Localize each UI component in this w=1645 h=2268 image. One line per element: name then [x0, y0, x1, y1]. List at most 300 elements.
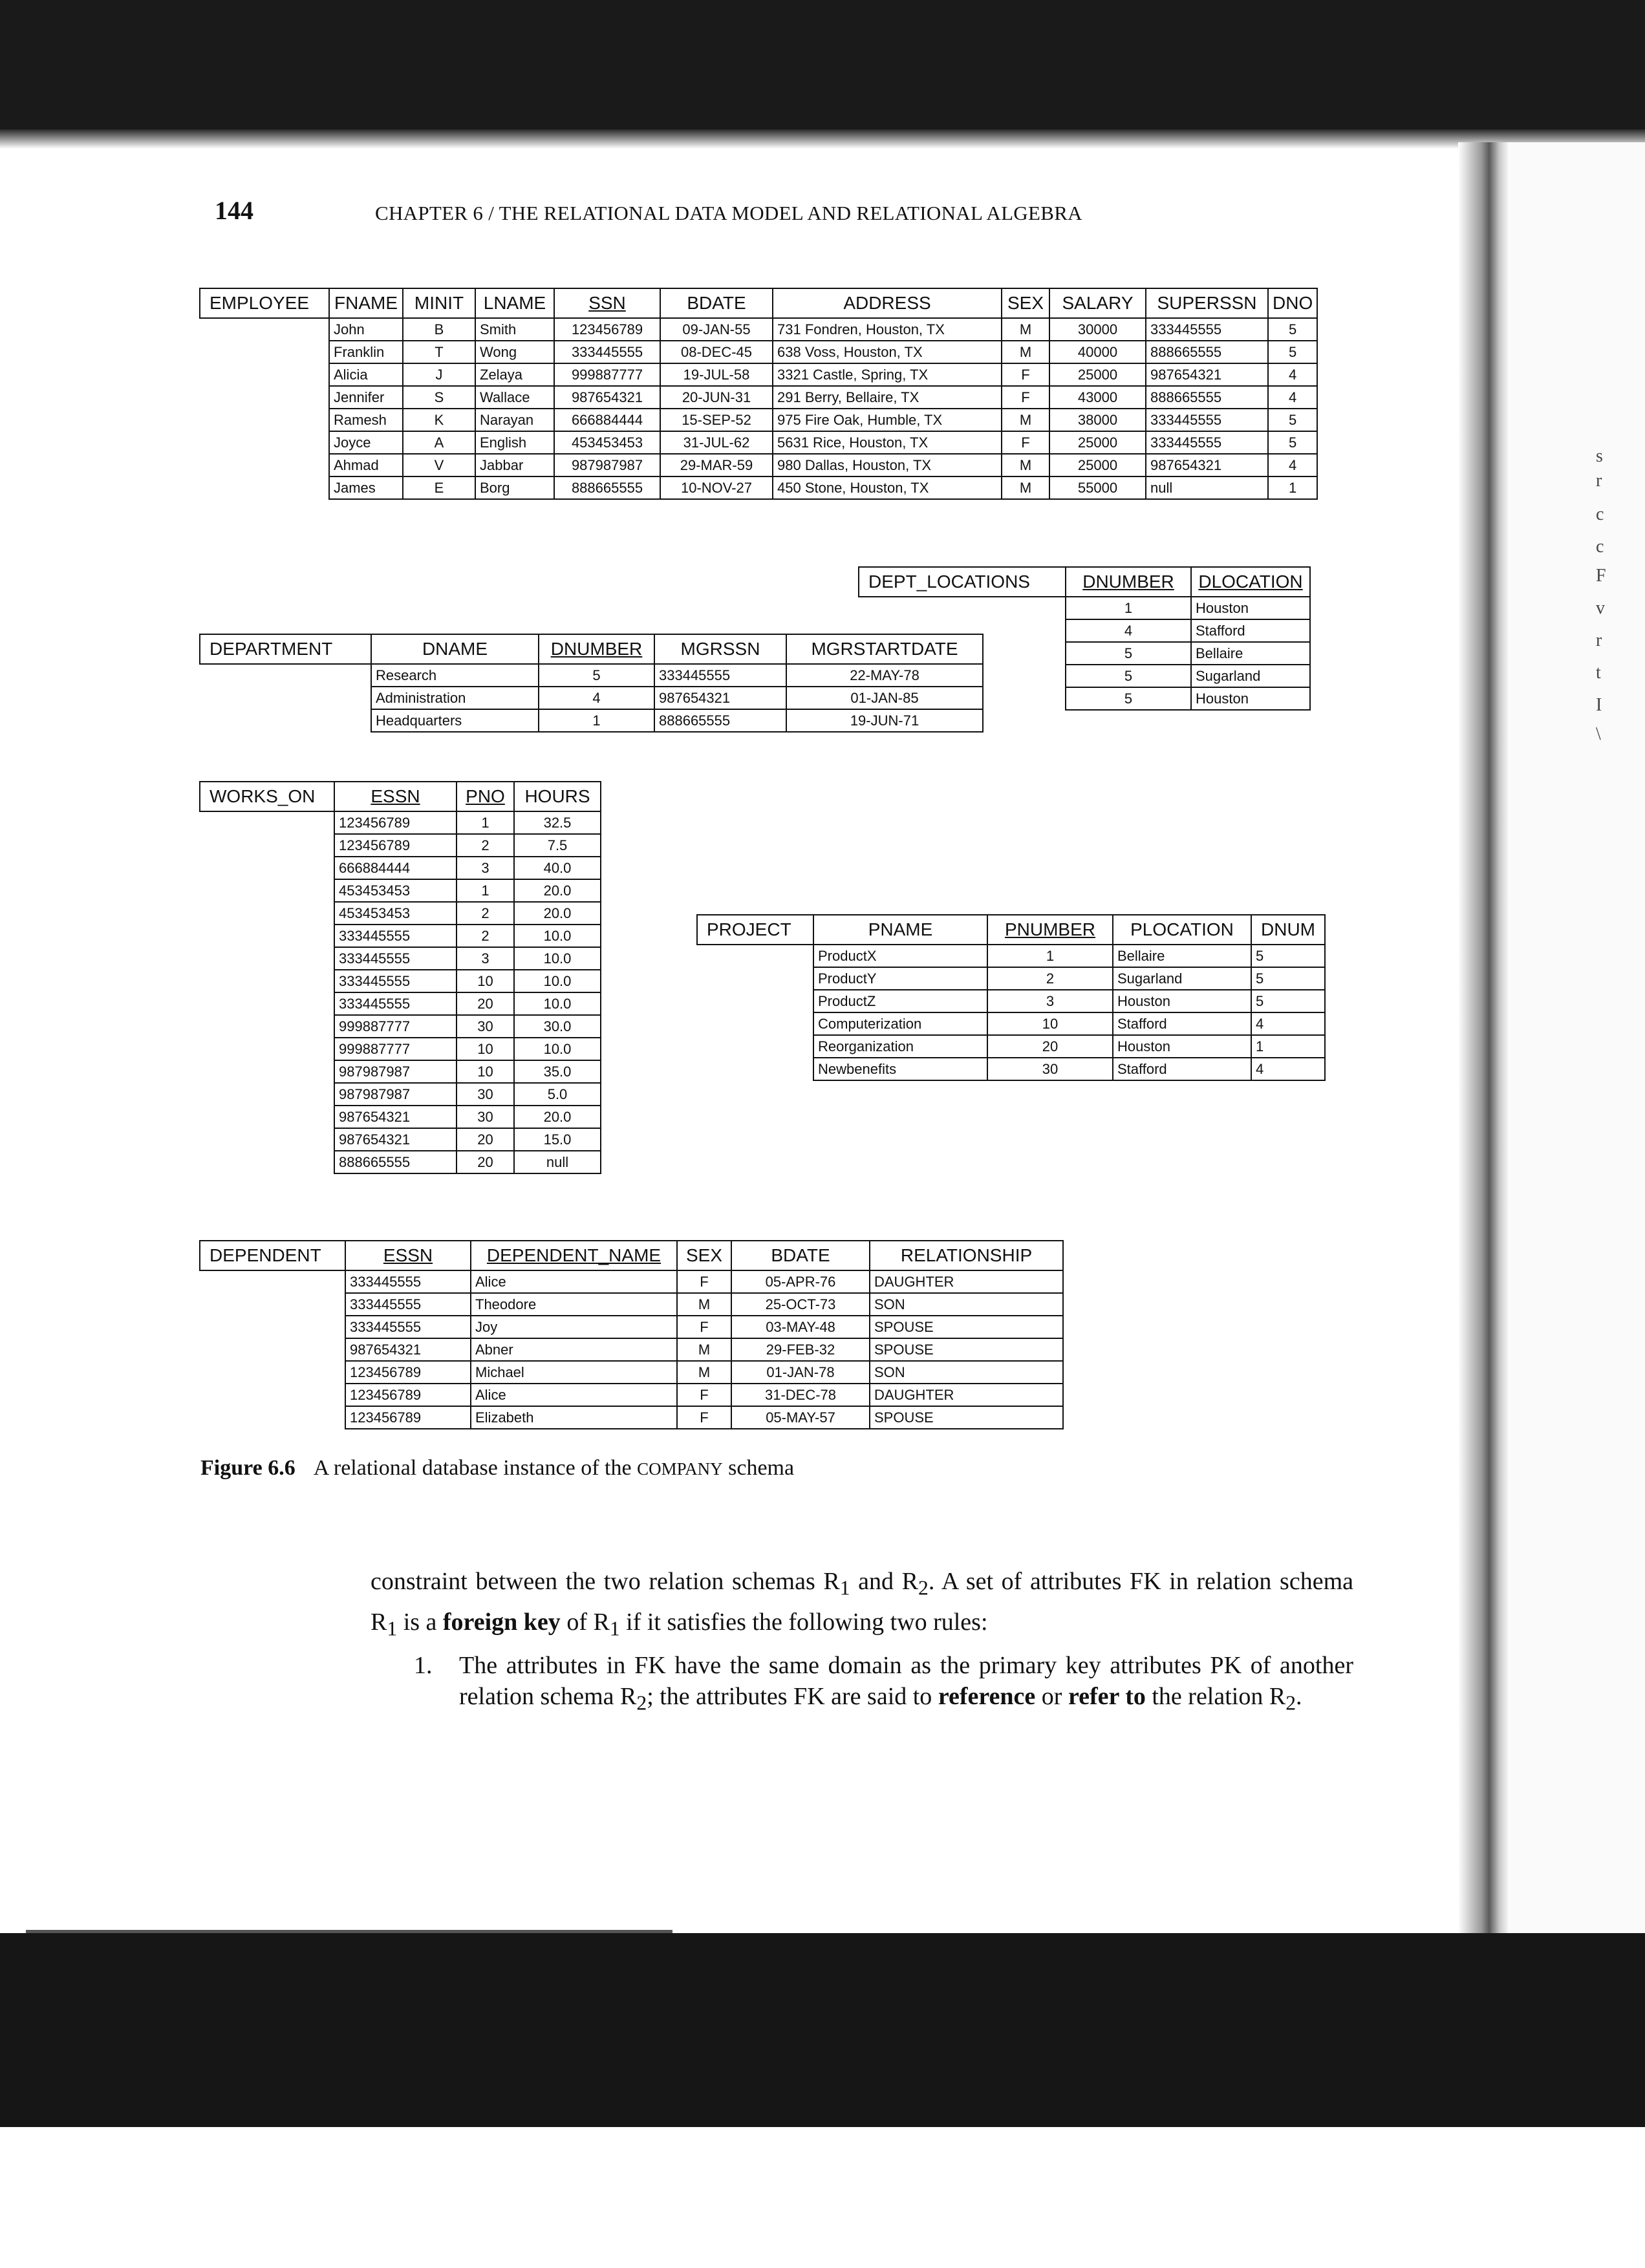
table-cell: 333445555 — [345, 1270, 471, 1293]
table-row — [200, 341, 1317, 363]
table-row — [200, 1316, 1063, 1338]
primary-key-label: ESSN — [371, 786, 420, 806]
relation-name-spacer — [200, 992, 334, 1015]
table-cell: 333445555 — [1146, 431, 1268, 454]
table-cell: SON — [870, 1361, 1063, 1384]
table-cell: 20 — [457, 1151, 514, 1173]
table-cell: 25-OCT-73 — [731, 1293, 870, 1316]
relation-name-spacer — [200, 386, 329, 409]
primary-key-label: PNUMBER — [1004, 919, 1095, 939]
table-cell: 450 Stone, Houston, TX — [773, 476, 1002, 499]
table-cell: 1 — [539, 709, 654, 732]
table-cell: Houston — [1191, 687, 1310, 710]
table-cell: 999887777 — [554, 363, 660, 386]
relation-name-spacer — [697, 945, 813, 967]
works-on-rows — [200, 811, 601, 1173]
relation-name-spacer — [200, 476, 329, 499]
employee-relation — [199, 288, 1318, 500]
table-cell: Bellaire — [1113, 945, 1251, 967]
text-run: . — [1296, 1683, 1302, 1710]
relation-name-spacer — [200, 1038, 334, 1060]
table-cell: 5 — [1066, 687, 1191, 710]
table-cell: M — [1002, 409, 1049, 431]
table-cell: 10.0 — [514, 992, 601, 1015]
relation-name-spacer — [200, 1316, 345, 1338]
department-rows — [200, 664, 983, 732]
table-row — [200, 925, 601, 947]
relation-name-spacer — [200, 1015, 334, 1038]
relation-name-spacer — [200, 1384, 345, 1406]
facing-page-letter: r — [1596, 630, 1602, 650]
scan-bottom-margin — [0, 2127, 1645, 2268]
table-cell: F — [1002, 431, 1049, 454]
table-cell: M — [1002, 476, 1049, 499]
text-run: . A set of attributes FK in relation schema R — [371, 1568, 1353, 1636]
table-cell: 987654321 — [345, 1338, 471, 1361]
table-cell: M — [1002, 454, 1049, 476]
table-row — [200, 970, 601, 992]
table-row — [200, 1106, 601, 1128]
table-cell: 333445555 — [345, 1293, 471, 1316]
table-cell: 4 — [1066, 619, 1191, 642]
table-cell: 333445555 — [334, 970, 457, 992]
column-header — [457, 782, 514, 811]
employee-rows — [200, 318, 1317, 499]
relation-name-spacer — [200, 947, 334, 970]
table-cell: 25000 — [1049, 363, 1146, 386]
table-row — [200, 857, 601, 879]
table-row — [200, 1060, 601, 1083]
table-row — [200, 664, 983, 687]
employee-table — [199, 288, 1318, 500]
table-cell: 30000 — [1049, 318, 1146, 341]
table-cell: M — [677, 1293, 731, 1316]
text-run: or — [1035, 1683, 1068, 1710]
department-relation — [199, 634, 984, 733]
table-cell: Wong — [475, 341, 554, 363]
table-cell: 291 Berry, Bellaire, TX — [773, 386, 1002, 409]
table-cell: 3 — [457, 947, 514, 970]
table-cell: Reorganization — [813, 1035, 987, 1058]
table-cell: 7.5 — [514, 834, 601, 857]
column-header: BDATE — [660, 288, 773, 318]
table-row — [200, 1038, 601, 1060]
table-cell: 1 — [987, 945, 1113, 967]
subscript: 1 — [387, 1617, 398, 1640]
table-cell: 888665555 — [1146, 341, 1268, 363]
table-cell: null — [514, 1151, 601, 1173]
column-header — [987, 915, 1113, 945]
body-paragraph — [371, 1565, 1353, 1645]
relation-name-spacer — [200, 857, 334, 879]
table-cell: Wallace — [475, 386, 554, 409]
figure-caption — [200, 1456, 794, 1481]
table-cell: 10 — [457, 1060, 514, 1083]
relation-name-spacer — [697, 1058, 813, 1080]
table-cell: 987987987 — [554, 454, 660, 476]
relation-name-spacer — [200, 687, 371, 709]
subscript: 1 — [839, 1576, 850, 1599]
table-row — [200, 1406, 1063, 1429]
table-row — [200, 1361, 1063, 1384]
text-run: is a — [397, 1608, 443, 1636]
table-cell: 453453453 — [334, 902, 457, 925]
table-row — [697, 990, 1325, 1012]
table-cell: 888665555 — [334, 1151, 457, 1173]
table-cell: 32.5 — [514, 811, 601, 834]
table-cell: 2 — [457, 925, 514, 947]
table-row — [200, 834, 601, 857]
column-header: SEX — [677, 1241, 731, 1270]
column-header: DNO — [1268, 288, 1317, 318]
column-header: SALARY — [1049, 288, 1146, 318]
table-row — [697, 1035, 1325, 1058]
table-row — [200, 318, 1317, 341]
relation-name-spacer — [200, 1106, 334, 1128]
table-cell: J — [403, 363, 475, 386]
subscript: 1 — [609, 1617, 620, 1640]
facing-page-letter: \ — [1596, 724, 1601, 744]
table-cell: 10-NOV-27 — [660, 476, 773, 499]
facing-page-letter: c — [1596, 504, 1604, 524]
table-cell: S — [403, 386, 475, 409]
table-cell: 123456789 — [345, 1361, 471, 1384]
table-cell: Theodore — [471, 1293, 677, 1316]
table-row — [200, 1384, 1063, 1406]
table-cell: 4 — [539, 687, 654, 709]
table-cell: 19-JUL-58 — [660, 363, 773, 386]
table-cell: 10 — [457, 970, 514, 992]
table-row — [200, 1151, 601, 1173]
table-cell: T — [403, 341, 475, 363]
table-cell: 20-JUN-31 — [660, 386, 773, 409]
table-cell: 2 — [457, 902, 514, 925]
table-cell: 987654321 — [334, 1106, 457, 1128]
facing-page-edge — [1510, 142, 1645, 1933]
dependent-rows — [200, 1270, 1063, 1429]
table-cell: Joyce — [329, 431, 403, 454]
relation-name-spacer — [200, 1361, 345, 1384]
table-row — [200, 879, 601, 902]
table-cell: 3 — [457, 857, 514, 879]
column-header: MGRSTARTDATE — [786, 634, 983, 664]
table-cell: F — [677, 1384, 731, 1406]
bold-term: foreign key — [442, 1608, 561, 1636]
table-cell: F — [1002, 386, 1049, 409]
table-cell: Sugarland — [1113, 967, 1251, 990]
primary-key-label: DEPENDENT_NAME — [486, 1245, 661, 1265]
page-number: 144 — [215, 196, 253, 225]
table-cell: Ramesh — [329, 409, 403, 431]
text-run: of R — [560, 1608, 610, 1636]
table-cell: DAUGHTER — [870, 1384, 1063, 1406]
relation-name-spacer — [200, 454, 329, 476]
table-cell: 4 — [1268, 454, 1317, 476]
table-cell: Franklin — [329, 341, 403, 363]
table-cell: Zelaya — [475, 363, 554, 386]
table-cell: 123456789 — [345, 1406, 471, 1429]
column-header: DNUM — [1251, 915, 1325, 945]
table-cell: 05-MAY-57 — [731, 1406, 870, 1429]
table-cell: 888665555 — [654, 709, 786, 732]
table-cell: 10.0 — [514, 970, 601, 992]
table-cell: Alice — [471, 1270, 677, 1293]
column-header: SUPERSSN — [1146, 288, 1268, 318]
table-cell: B — [403, 318, 475, 341]
relation-name: PROJECT — [697, 915, 813, 945]
table-cell: 4 — [1268, 363, 1317, 386]
table-row — [200, 709, 983, 732]
table-row — [200, 687, 983, 709]
table-cell: 01-JAN-78 — [731, 1361, 870, 1384]
table-header-row — [200, 288, 1317, 318]
table-cell: 10 — [457, 1038, 514, 1060]
relation-name: WORKS_ON — [200, 782, 334, 811]
department-table — [199, 634, 984, 733]
table-cell: M — [1002, 318, 1049, 341]
relation-name-spacer — [200, 1060, 334, 1083]
text-run: constraint between the two relation schemas R — [371, 1568, 840, 1595]
table-cell: 09-JAN-55 — [660, 318, 773, 341]
table-row — [200, 454, 1317, 476]
facing-page-letter: F — [1596, 566, 1606, 586]
relation-name-spacer — [200, 1083, 334, 1106]
relation-name-spacer — [200, 1270, 345, 1293]
table-cell: 15.0 — [514, 1128, 601, 1151]
table-cell: Ahmad — [329, 454, 403, 476]
bold-term: refer to — [1068, 1683, 1146, 1710]
table-cell: 20 — [457, 1128, 514, 1151]
table-cell: 638 Voss, Houston, TX — [773, 341, 1002, 363]
column-header: FNAME — [329, 288, 403, 318]
scan-dark-bottom-border — [0, 1933, 1645, 2127]
table-row — [200, 902, 601, 925]
table-cell: E — [403, 476, 475, 499]
relation-name: EMPLOYEE — [200, 288, 329, 318]
table-cell: 30 — [987, 1058, 1113, 1080]
table-cell: 20 — [457, 992, 514, 1015]
table-cell: 5 — [539, 664, 654, 687]
table-cell: 1 — [457, 879, 514, 902]
column-header: DNAME — [371, 634, 539, 664]
table-cell: 123456789 — [334, 811, 457, 834]
column-header: HOURS — [514, 782, 601, 811]
relation-name-spacer — [200, 902, 334, 925]
table-row — [200, 1293, 1063, 1316]
table-cell: 5 — [1268, 431, 1317, 454]
column-header: RELATIONSHIP — [870, 1241, 1063, 1270]
rule-list-item — [414, 1650, 1353, 1719]
primary-key-label: SSN — [588, 293, 626, 313]
table-cell: Jennifer — [329, 386, 403, 409]
relation-name: DEPT_LOCATIONS — [859, 567, 1066, 597]
subscript: 2 — [918, 1576, 929, 1599]
table-cell: Stafford — [1113, 1012, 1251, 1035]
table-row — [697, 1012, 1325, 1035]
table-cell: 1 — [1251, 1035, 1325, 1058]
table-cell: 333445555 — [1146, 318, 1268, 341]
table-cell: 4 — [1251, 1058, 1325, 1080]
table-cell: A — [403, 431, 475, 454]
table-cell: ProductY — [813, 967, 987, 990]
table-cell: Alicia — [329, 363, 403, 386]
table-cell: Houston — [1113, 1035, 1251, 1058]
table-header-row — [859, 567, 1310, 597]
primary-key-label: DNUMBER — [1082, 572, 1174, 592]
relation-name-spacer — [200, 1338, 345, 1361]
table-cell: Houston — [1191, 597, 1310, 619]
column-header: LNAME — [475, 288, 554, 318]
column-header: MINIT — [403, 288, 475, 318]
relation-name-spacer — [200, 1151, 334, 1173]
column-header: PNAME — [813, 915, 987, 945]
relation-name-spacer — [859, 597, 1066, 619]
table-cell: Abner — [471, 1338, 677, 1361]
relation-name-spacer — [200, 318, 329, 341]
column-header: ADDRESS — [773, 288, 1002, 318]
table-cell: 38000 — [1049, 409, 1146, 431]
facing-page-letter: s — [1596, 446, 1603, 466]
relation-name-spacer — [200, 409, 329, 431]
table-cell: 20.0 — [514, 902, 601, 925]
table-cell: 987654321 — [654, 687, 786, 709]
list-item-text — [459, 1650, 1353, 1719]
table-cell: 3 — [987, 990, 1113, 1012]
table-cell: M — [677, 1361, 731, 1384]
scan-dark-top-border — [0, 0, 1645, 142]
table-cell: 999887777 — [334, 1015, 457, 1038]
project-table — [696, 914, 1326, 1081]
table-cell: Borg — [475, 476, 554, 499]
table-cell: ProductZ — [813, 990, 987, 1012]
table-cell: Sugarland — [1191, 665, 1310, 687]
table-cell: 5.0 — [514, 1083, 601, 1106]
relation-name-spacer — [200, 1406, 345, 1429]
table-row — [200, 947, 601, 970]
table-cell: 333445555 — [334, 947, 457, 970]
table-row — [200, 431, 1317, 454]
table-cell: 22-MAY-78 — [786, 664, 983, 687]
table-cell: 987654321 — [554, 386, 660, 409]
table-cell: 08-DEC-45 — [660, 341, 773, 363]
running-head: CHAPTER 6 / THE RELATIONAL DATA MODEL AND RELATIONAL ALGEBRA — [375, 202, 1082, 224]
facing-page-letter: t — [1596, 663, 1601, 683]
table-cell: 10.0 — [514, 925, 601, 947]
table-cell: 333445555 — [345, 1316, 471, 1338]
table-cell: F — [677, 1316, 731, 1338]
table-cell: 123456789 — [345, 1384, 471, 1406]
dependent-table — [199, 1240, 1064, 1429]
book-spine-shadow — [1458, 142, 1510, 1933]
table-cell: 30.0 — [514, 1015, 601, 1038]
table-cell: Joy — [471, 1316, 677, 1338]
table-cell: SPOUSE — [870, 1338, 1063, 1361]
relation-name-spacer — [200, 709, 371, 732]
table-cell: 5 — [1268, 409, 1317, 431]
table-cell: 888665555 — [1146, 386, 1268, 409]
table-cell: James — [329, 476, 403, 499]
caption-text: A relational database instance of the — [313, 1456, 638, 1480]
primary-key-label: ESSN — [383, 1245, 433, 1265]
list-number: 1. — [414, 1652, 433, 1679]
table-cell: 1 — [1066, 597, 1191, 619]
table-cell: 5 — [1251, 990, 1325, 1012]
table-cell: 01-JAN-85 — [786, 687, 983, 709]
table-cell: Houston — [1113, 990, 1251, 1012]
relation-name-spacer — [200, 834, 334, 857]
table-cell: 25000 — [1049, 454, 1146, 476]
text-run: ; the attributes FK are said to — [647, 1683, 938, 1710]
table-cell: 29-MAR-59 — [660, 454, 773, 476]
column-header — [554, 288, 660, 318]
table-cell: 20.0 — [514, 879, 601, 902]
table-cell: null — [1146, 476, 1268, 499]
relation-name-spacer — [200, 363, 329, 386]
column-header — [345, 1241, 471, 1270]
relation-name-spacer — [200, 431, 329, 454]
table-cell: Stafford — [1191, 619, 1310, 642]
works-on-table — [199, 781, 601, 1174]
table-cell: 5 — [1251, 967, 1325, 990]
text-run: and R — [850, 1568, 919, 1595]
table-row — [200, 1015, 601, 1038]
table-cell: Research — [371, 664, 539, 687]
table-cell: 4 — [1268, 386, 1317, 409]
project-rows — [697, 945, 1325, 1080]
table-cell: F — [677, 1406, 731, 1429]
table-cell: 333445555 — [334, 925, 457, 947]
column-header — [539, 634, 654, 664]
table-row — [200, 1270, 1063, 1293]
relation-name-spacer — [200, 925, 334, 947]
column-header: SEX — [1002, 288, 1049, 318]
subscript: 2 — [636, 1691, 647, 1715]
table-cell: 1 — [457, 811, 514, 834]
table-header-row — [697, 915, 1325, 945]
table-cell: 31-JUL-62 — [660, 431, 773, 454]
table-cell: K — [403, 409, 475, 431]
table-cell: 31-DEC-78 — [731, 1384, 870, 1406]
relation-name-spacer — [697, 1012, 813, 1035]
primary-key-label: DLOCATION — [1198, 572, 1303, 592]
table-cell: SPOUSE — [870, 1316, 1063, 1338]
table-cell: 30 — [457, 1083, 514, 1106]
table-header-row — [200, 1241, 1063, 1270]
figure-label: Figure 6.6 — [200, 1456, 296, 1480]
table-cell: 30 — [457, 1106, 514, 1128]
table-row — [859, 597, 1310, 619]
facing-page-letter: I — [1596, 695, 1602, 715]
table-cell: Smith — [475, 318, 554, 341]
table-header-row — [200, 782, 601, 811]
table-cell: 40000 — [1049, 341, 1146, 363]
table-cell: Stafford — [1113, 1058, 1251, 1080]
table-cell: 2 — [457, 834, 514, 857]
table-cell: 15-SEP-52 — [660, 409, 773, 431]
table-cell: John — [329, 318, 403, 341]
table-cell: 987987987 — [334, 1060, 457, 1083]
text-run: the relation R — [1145, 1683, 1286, 1710]
table-cell: 333445555 — [334, 992, 457, 1015]
table-cell: 5631 Rice, Houston, TX — [773, 431, 1002, 454]
table-header-row — [200, 634, 983, 664]
table-row — [200, 476, 1317, 499]
table-cell: Narayan — [475, 409, 554, 431]
table-cell: 19-JUN-71 — [786, 709, 983, 732]
table-cell: Bellaire — [1191, 642, 1310, 665]
table-cell: 987987987 — [334, 1083, 457, 1106]
column-header: MGRSSN — [654, 634, 786, 664]
